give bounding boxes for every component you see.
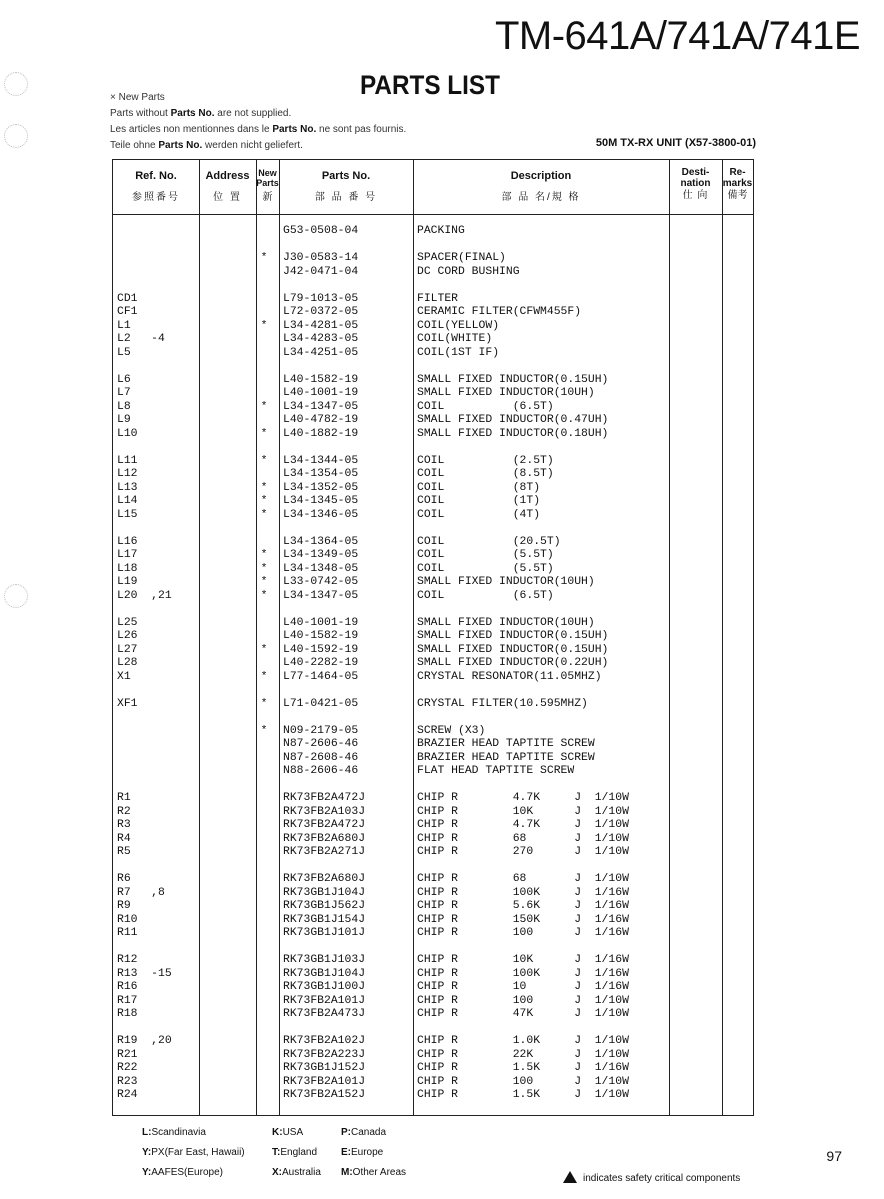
part-number: L34-4251-05 [283,346,359,359]
description: CHIP R 100K J 1/16W [417,886,629,899]
table-row [113,1049,753,1063]
ref-cell: L10 [117,427,138,440]
legend-item: K:USA [272,1127,304,1138]
row-spacer [113,603,753,617]
new-mark: * [260,549,268,561]
scan-speck [4,584,28,608]
description: COIL(YELLOW) [417,319,500,332]
part-number: G53-0508-04 [283,225,359,237]
header-divider [113,214,753,215]
part-number: L77-1464-05 [283,670,359,683]
part-number: L40-4782-19 [283,414,359,426]
table-row [113,927,753,941]
part-number: L34-4283-05 [283,333,359,345]
description: COIL (5.5T) [417,549,554,561]
part-number: L40-1592-19 [283,643,359,656]
description: CHIP R 100 J 1/10W [417,994,629,1007]
description: CHIP R 68 J 1/10W [417,832,629,845]
legend-item: E:Europe [341,1147,384,1158]
new-mark: * [260,697,268,710]
table-row [113,455,753,469]
ref-cell: R16 [117,981,138,993]
new-mark: * [260,562,268,575]
description: CRYSTAL RESONATOR(11.05MHZ) [417,670,602,683]
legend-item: M:Other Areas [341,1167,407,1178]
part-number: L40-1582-19 [283,630,359,642]
ref-cell: R10 [117,913,138,926]
description: SMALL FIXED INDUCTOR(0.15UH) [417,630,609,642]
ref-cell: R17 [117,994,138,1007]
description: CHIP R 4.7K J 1/10W [417,819,629,831]
table-row [113,873,753,887]
ref-cell: R5 [117,846,131,858]
table-row [113,549,753,563]
table-row [113,833,753,847]
ref-cell: L5 [117,346,131,359]
part-number: RK73GB1J562J [283,900,366,912]
ref-cell: L7 [117,387,131,399]
part-number: RK73GB1J104J [283,886,366,899]
part-number: RK73GB1J104J [283,967,366,980]
safety-note: indicates safety critical components [563,1171,740,1184]
row-spacer [113,860,753,874]
table-row [113,752,753,766]
description: CHIP R 10 J 1/16W [417,981,629,993]
table-row [113,509,753,523]
part-number: L34-1344-05 [283,454,359,467]
description: CHIP R 68 J 1/10W [417,873,629,885]
new-mark: * [260,670,268,683]
ref-cell: R4 [117,832,131,845]
ref-cell: R24 [117,1089,138,1101]
table-row [113,765,753,779]
part-number: L40-1001-19 [283,616,359,629]
ref-cell: L9 [117,414,131,426]
new-mark: * [260,454,268,467]
table-row [113,887,753,901]
table-row [113,630,753,644]
part-number: L79-1013-05 [283,292,359,305]
ref-cell: L2 -4 [117,333,165,345]
description: CHIP R 1.5K J 1/10W [417,1089,629,1101]
table-body [113,225,753,1103]
part-number: L34-4281-05 [283,319,359,332]
description: CHIP R 150K J 1/16W [417,913,629,926]
description: CRYSTAL FILTER(10.595MHZ) [417,697,588,710]
description: SMALL FIXED INDUCTOR(10UH) [417,576,595,588]
table-row [113,954,753,968]
part-number: RK73FB2A152J [283,1089,366,1101]
legend-item: Y:PX(Far East, Hawaii) [142,1147,245,1158]
ref-cell: L18 [117,562,138,575]
table-row [113,225,753,239]
ref-cell: L12 [117,468,138,480]
legend-item: L:Scandinavia [142,1127,206,1138]
description: COIL (6.5T) [417,400,554,413]
description: CHIP R 5.6K J 1/16W [417,900,629,912]
header-parts: Parts No. 部 品 番 号 [314,170,378,203]
description: PACKING [417,225,465,237]
new-mark: * [260,576,268,588]
ref-cell: R22 [117,1062,138,1074]
ref-cell: L20 ,21 [117,589,172,602]
new-mark: * [260,400,268,413]
row-spacer [113,711,753,725]
table-row [113,806,753,820]
table-row [113,738,753,752]
ref-cell: R7 ,8 [117,886,165,899]
ref-cell: L27 [117,643,138,656]
description: COIL(1ST IF) [417,346,500,359]
description: SMALL FIXED INDUCTOR(0.15UH) [417,643,609,656]
table-row [113,387,753,401]
part-number: RK73FB2A680J [283,873,366,885]
ref-cell: L17 [117,549,138,561]
row-spacer [113,522,753,536]
description: FLAT HEAD TAPTITE SCREW [417,765,575,777]
part-number: RK73GB1J100J [283,981,366,993]
scan-speck [4,72,28,96]
table-row [113,306,753,320]
ref-cell: L11 [117,454,138,467]
legend-item: Y:AAFES(Europe) [142,1167,223,1178]
ref-cell: R19 ,20 [117,1035,172,1047]
description: COIL (20.5T) [417,535,561,548]
part-number: L71-0421-05 [283,697,359,710]
part-number: L34-1347-05 [283,400,359,413]
ref-cell: R1 [117,792,131,804]
part-number: L40-1882-19 [283,427,359,440]
ref-cell: R23 [117,1075,138,1088]
part-number: L34-1364-05 [283,535,359,548]
table-row [113,347,753,361]
description: CHIP R 1.0K J 1/10W [417,1035,629,1047]
table-row [113,900,753,914]
table-row [113,698,753,712]
part-number: L40-1001-19 [283,387,359,399]
legend-item: T:England [272,1147,318,1158]
row-spacer [113,279,753,293]
table-row [113,1035,753,1049]
legend-item: X:Australia [272,1167,321,1178]
new-mark: * [260,589,268,602]
description: CERAMIC FILTER(CFWM455F) [417,306,582,318]
part-number: L34-1346-05 [283,508,359,521]
table-row [113,293,753,307]
ref-cell: XF1 [117,697,138,710]
table-row [113,914,753,928]
page-title: PARTS LIST [360,70,500,100]
table-row [113,671,753,685]
notes-block [110,90,406,154]
ref-cell: CD1 [117,292,138,305]
ref-cell: X1 [117,670,131,683]
part-number: RK73FB2A472J [283,792,366,804]
part-number: RK73FB2A680J [283,832,366,845]
table-row [113,252,753,266]
table-row [113,590,753,604]
ref-cell: R3 [117,819,131,831]
description: SMALL FIXED INDUCTOR(0.18UH) [417,427,609,440]
ref-cell: R13 -15 [117,967,172,980]
row-spacer [113,1022,753,1036]
ref-cell: R9 [117,900,131,912]
description: COIL (2.5T) [417,454,554,467]
description: SMALL FIXED INDUCTOR(10UH) [417,387,595,399]
ref-cell: L28 [117,657,138,669]
table-row [113,792,753,806]
header-description: Description 部 品 名/規 格 [501,170,581,203]
new-mark: * [260,481,268,494]
table-row [113,995,753,1009]
header-remarks: Re- marks 備考 [722,167,753,201]
ref-cell: L1 [117,319,131,332]
row-spacer [113,779,753,793]
part-number: RK73FB2A271J [283,846,366,858]
table-row [113,495,753,509]
ref-cell: L26 [117,630,138,642]
ref-cell: R6 [117,873,131,885]
description: COIL (1T) [417,495,541,507]
ref-cell: R21 [117,1048,138,1061]
description: COIL (8.5T) [417,468,554,480]
page-number: 97 [826,1148,842,1164]
description: CHIP R 47K J 1/10W [417,1008,629,1020]
description: SMALL FIXED INDUCTOR(0.15UH) [417,373,609,386]
header-address: Address 位 置 [205,170,250,203]
table-row [113,981,753,995]
row-spacer [113,441,753,455]
description: CHIP R 4.7K J 1/10W [417,792,629,804]
description: SPACER(FINAL) [417,252,506,264]
table-row [113,968,753,982]
table-row [113,482,753,496]
part-number: L34-1349-05 [283,549,359,561]
row-spacer [113,239,753,253]
part-number: RK73GB1J101J [283,927,366,939]
header-ref: Ref. No. 参照番号 [132,170,180,203]
description: CHIP R 100K J 1/16W [417,967,629,980]
note-french: Les articles non mentionnes dans le Parts No. ne sont pas fournis. [110,124,407,135]
description: COIL (5.5T) [417,562,554,575]
note-german: Teile ohne Parts No. werden nicht geliefert. [110,140,303,151]
part-number: L40-2282-19 [283,657,359,669]
ref-cell: L8 [117,400,131,413]
table-row [113,374,753,388]
ref-cell: L14 [117,495,138,507]
table-row [113,846,753,860]
ref-cell: R11 [117,927,138,939]
new-mark: * [260,724,268,737]
parts-table [112,159,754,1116]
table-row [113,644,753,658]
part-number: RK73GB1J152J [283,1062,366,1074]
part-number: RK73FB2A473J [283,1008,366,1020]
part-number: L34-1345-05 [283,495,359,507]
note-new-parts: × New Parts [110,92,165,103]
table-row [113,401,753,415]
new-mark: * [260,427,268,440]
part-number: RK73FB2A102J [283,1035,366,1047]
description: CHIP R 1.5K J 1/16W [417,1062,629,1074]
table-row [113,333,753,347]
description: CHIP R 100 J 1/16W [417,927,629,939]
header-destination: Desti- nation 仕 向 [680,167,711,201]
new-mark: * [260,252,268,264]
part-number: RK73FB2A101J [283,994,366,1007]
description: SMALL FIXED INDUCTOR(0.47UH) [417,414,609,426]
warning-icon [563,1171,577,1183]
table-row [113,1008,753,1022]
description: SMALL FIXED INDUCTOR(0.22UH) [417,657,609,669]
table-row [113,266,753,280]
description: SMALL FIXED INDUCTOR(10UH) [417,616,595,629]
part-number: RK73FB2A103J [283,805,366,818]
ref-cell: CF1 [117,306,138,318]
description: CHIP R 10K J 1/10W [417,805,629,818]
row-spacer [113,684,753,698]
ref-cell: L13 [117,481,138,494]
part-number: RK73FB2A223J [283,1048,366,1061]
table-row [113,617,753,631]
ref-cell: L15 [117,508,138,521]
description: CHIP R 100 J 1/10W [417,1075,629,1088]
description: COIL (8T) [417,481,541,494]
table-row [113,657,753,671]
part-number: L33-0742-05 [283,576,359,588]
description: BRAZIER HEAD TAPTITE SCREW [417,751,595,764]
part-number: N09-2179-05 [283,724,359,737]
scan-speck [4,124,28,148]
description: CHIP R 10K J 1/16W [417,954,629,966]
table-row [113,1089,753,1103]
description: CHIP R 22K J 1/10W [417,1048,629,1061]
ref-cell: L25 [117,616,138,629]
table-row [113,320,753,334]
note-english: Parts without Parts No. are not supplied. [110,108,292,119]
table-row [113,819,753,833]
model-title: TM-641A/741A/741E [494,14,860,58]
table-row [113,1062,753,1076]
description: COIL (4T) [417,508,541,521]
description: DC CORD BUSHING [417,265,520,278]
ref-cell: R12 [117,954,138,966]
part-number: RK73FB2A472J [283,819,366,831]
new-mark: * [260,643,268,656]
description: BRAZIER HEAD TAPTITE SCREW [417,738,595,750]
description: CHIP R 270 J 1/10W [417,846,629,858]
table-row [113,576,753,590]
new-mark: * [260,319,268,332]
new-mark: * [260,508,268,521]
part-number: RK73GB1J103J [283,954,366,966]
table-row [113,725,753,739]
table-row [113,536,753,550]
part-number: J42-0471-04 [283,265,359,278]
part-number: N87-2608-46 [283,751,359,764]
table-row [113,414,753,428]
unit-label: 50M TX-RX UNIT (X57-3800-01) [595,137,756,149]
part-number: L72-0372-05 [283,306,359,318]
new-mark: * [260,495,268,507]
ref-cell: L19 [117,576,138,588]
table-row [113,468,753,482]
description: SCREW (X3) [417,724,486,737]
part-number: L34-1348-05 [283,562,359,575]
table-row [113,1076,753,1090]
part-number: J30-0583-14 [283,252,359,264]
ref-cell: L16 [117,535,138,548]
part-number: L34-1352-05 [283,481,359,494]
ref-cell: L6 [117,373,131,386]
table-row [113,563,753,577]
table-row [113,428,753,442]
part-number: L34-1347-05 [283,589,359,602]
row-spacer [113,360,753,374]
part-number: RK73FB2A101J [283,1075,366,1088]
part-number: L40-1582-19 [283,373,359,386]
ref-cell: R2 [117,805,131,818]
header-new: New Parts 新 [256,168,279,203]
description: COIL (6.5T) [417,589,554,602]
part-number: N87-2606-46 [283,738,359,750]
part-number: N88-2606-46 [283,765,359,777]
ref-cell: R18 [117,1008,138,1020]
row-spacer [113,941,753,955]
description: COIL(WHITE) [417,333,493,345]
part-number: RK73GB1J154J [283,913,366,926]
description: FILTER [417,292,459,305]
part-number: L34-1354-05 [283,468,359,480]
legend-item: P:Canada [341,1127,387,1138]
